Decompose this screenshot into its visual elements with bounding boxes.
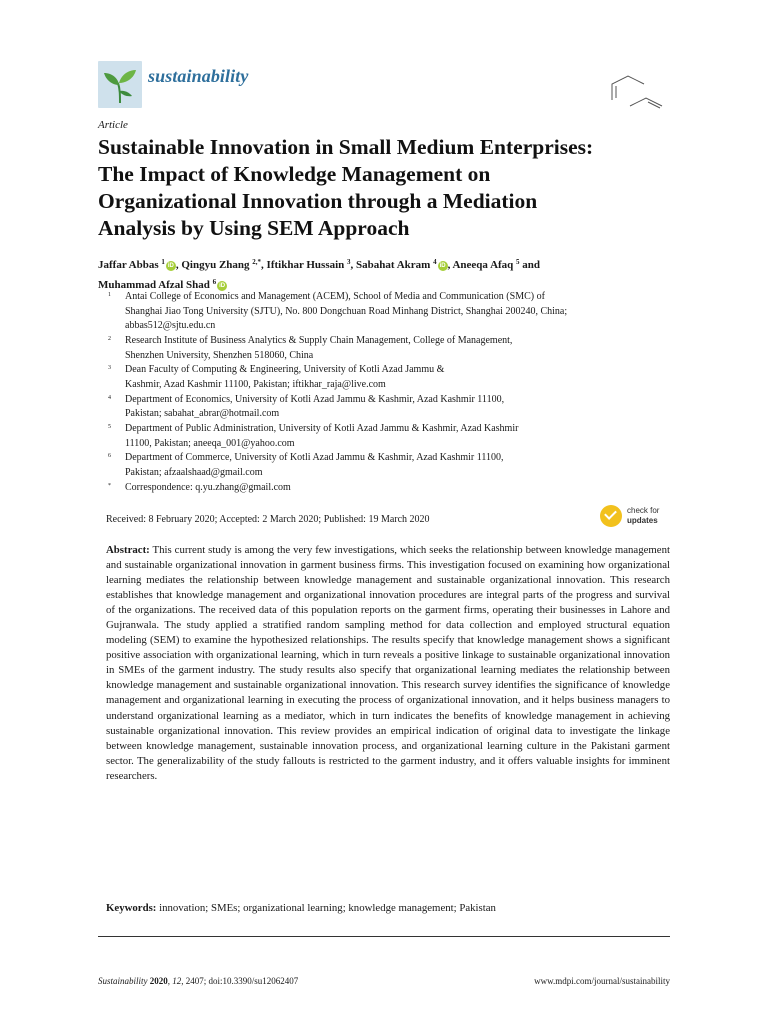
author-affiliation-sup: 1 — [161, 258, 165, 266]
keywords-text: innovation; SMEs; organizational learning; knowledge management; Pakistan — [159, 902, 496, 914]
author-separator: , — [175, 259, 182, 271]
orcid-icon[interactable]: iD — [167, 263, 174, 269]
author-name[interactable]: Iftikhar Hussain — [266, 259, 348, 271]
check-updates-icon — [600, 505, 622, 527]
author-name[interactable]: Sabahat Akram — [356, 259, 434, 271]
orcid-icon[interactable]: iD — [439, 263, 446, 269]
affiliation-item — [100, 393, 680, 422]
affiliation-number: 3 — [108, 365, 111, 372]
abstract-label: Abstract: — [106, 544, 150, 556]
paper-title — [98, 134, 698, 242]
journal-name[interactable]: sustainability — [148, 66, 249, 86]
author-separator: , — [261, 259, 267, 271]
author-separator: , — [350, 259, 357, 271]
footer-volume: 12 — [172, 976, 182, 986]
citation-line: Sustainability 2020, 12, 2407; doi:10.3390/su12062407 — [98, 976, 299, 986]
check-updates-line1: check for — [627, 506, 660, 515]
keywords-label: Keywords: — [106, 902, 157, 914]
check-updates-line2: updates — [627, 516, 658, 525]
author-separator: and — [519, 259, 541, 271]
abstract-text: This current study is among the very few investigations, which seeks the relationship between knowledge management and sustainable organizational innovation in garment business firms. This investigation focused on examining how organizational learning mediates the relationship between knowledge management and sustainable organizational innovation. This research establishes that knowledge management and organizational innovation procedures are integral parts of the progress and survival of the organizations. The received data of this population reports on the garment firms, operating their businesses in Lahore and Gujranwala. The study applied a stratified random sampling method for data collection and employed structural equation modeling (SEM) to examine the hypothesized relationships. The results specify that knowledge management shows a significant positive association with organizational learning, which in turn reveals a positive linkage to sustainable organizational innovation in SMEs of the garment industry. The study results also specify that organizational learning mediates the relationship between knowledge management and sustainable organizational innovation. This research survey identifies the significance of knowledge management and organizational learning in executing the process of organizational innovation, and it helps business managers to understand organizational learning as a mediator, which in turn indicates the benefits of knowledge management in achieving sustainable organizational innovation. This review provides an empirical indication of original data to investigate the linkage between knowledge management, sustainable innovation process, and organizational learning culture in the Pakistani garment sector. The generalizability of the study fallouts is restricted to the garment industry, and it offers valuable insights for imminent researchers. — [106, 544, 670, 782]
affiliation-line: Shanghai Jiao Tong University (SJTU), No. 800 Dongchuan Road Minhang District, Shanghai 200240, China; — [125, 305, 568, 317]
affiliation-line: Department of Commerce, University of Kotli Azad Jammu & Kashmir, Azad Kashmir 11100, — [125, 452, 504, 464]
affiliation-line: abbas512@sjtu.edu.cn — [125, 320, 216, 332]
author-affiliation-sup: 6 — [212, 278, 217, 286]
affiliation-line: Kashmir, Azad Kashmir 11100, Pakistan; iftikhar_raja@live.com — [125, 378, 386, 390]
affiliation-line: Dean Faculty of Computing & Engineering, University of Kotli Azad Jammu & — [125, 364, 445, 376]
affiliation-line: Research Institute of Business Analytics & Supply Chain Management, College of Management, — [125, 334, 513, 346]
footer-divider — [98, 936, 670, 937]
affiliation-line: 11100, Pakistan; aneeqa_001@yahoo.com — [125, 437, 295, 449]
article-type: Article — [98, 119, 128, 131]
publication-dates: Received: 8 February 2020; Accepted: 2 March 2020; Published: 19 March 2020 — [106, 514, 430, 525]
author-affiliation-sup: 5 — [516, 258, 520, 266]
author-list — [98, 254, 678, 294]
affiliation-item — [100, 334, 680, 363]
orcid-icon[interactable]: iD — [219, 283, 226, 289]
footer-journal: Sustainability — [98, 976, 148, 986]
affiliation-line: Department of Public Administration, University of Kotli Azad Jammu & Kashmir, Azad Kashmir — [125, 423, 519, 435]
affiliation-item — [100, 451, 680, 480]
footer-year: 2020 — [149, 976, 168, 986]
sprout-icon — [98, 61, 142, 108]
affiliation-line: Correspondence: q.yu.zhang@gmail.com — [125, 481, 291, 493]
affiliation-number: * — [108, 482, 111, 489]
affiliation-line: Shenzhen University, Shenzhen 518060, China — [125, 349, 314, 361]
title-line: The Impact of Knowledge Management on — [98, 162, 491, 186]
affiliation-number: 1 — [108, 292, 111, 298]
affiliation-item — [100, 290, 680, 334]
affiliation-number: 2 — [108, 335, 111, 342]
affiliation-line: Department of Economics, University of Kotli Azad Jammu & Kashmir, Azad Kashmir 11100, — [125, 393, 505, 405]
abstract — [106, 543, 670, 784]
affiliation-line: Pakistan; sabahat_abrar@hotmail.com — [125, 408, 280, 420]
journal-url-link[interactable]: www.mdpi.com/journal/sustainability — [534, 976, 670, 986]
affiliation-item — [100, 422, 680, 451]
author-separator: , — [447, 259, 453, 271]
affiliation-item — [100, 481, 680, 496]
affiliation-number: 4 — [108, 394, 111, 401]
author-affiliation-sup: 4 — [433, 258, 437, 266]
title-line: Sustainable Innovation in Small Medium Enterprises: — [98, 135, 594, 159]
journal-logo — [98, 61, 142, 108]
affiliation-number: 6 — [108, 453, 111, 460]
footer-doi[interactable]: , 2407; doi:10.3390/su12062407 — [181, 976, 299, 986]
author-name[interactable]: Qingyu Zhang — [181, 259, 253, 271]
molecule-outline-icon — [610, 70, 670, 110]
affiliation-item — [100, 363, 680, 392]
affiliation-list — [100, 290, 680, 496]
keywords — [106, 902, 670, 914]
title-line: Organizational Innovation through a Mediation — [98, 189, 538, 213]
author-affiliation-sup: 3 — [347, 258, 351, 266]
author-affiliation-sup: 2,* — [252, 258, 262, 266]
author-name[interactable]: Aneeqa Afaq — [452, 259, 517, 271]
check-for-updates-button[interactable] — [600, 503, 672, 529]
author-name[interactable]: Muhammad Afzal Shad — [98, 279, 213, 291]
affiliation-number: 5 — [108, 424, 111, 431]
author-name[interactable]: Jaffar Abbas — [98, 259, 162, 271]
affiliation-line: Pakistan; afzaalshaad@gmail.com — [125, 467, 263, 479]
title-line: Analysis by Using SEM Approach — [98, 216, 410, 240]
affiliation-line: Antai College of Economics and Management (ACEM), School of Media and Communication (SMC) of — [125, 291, 545, 302]
